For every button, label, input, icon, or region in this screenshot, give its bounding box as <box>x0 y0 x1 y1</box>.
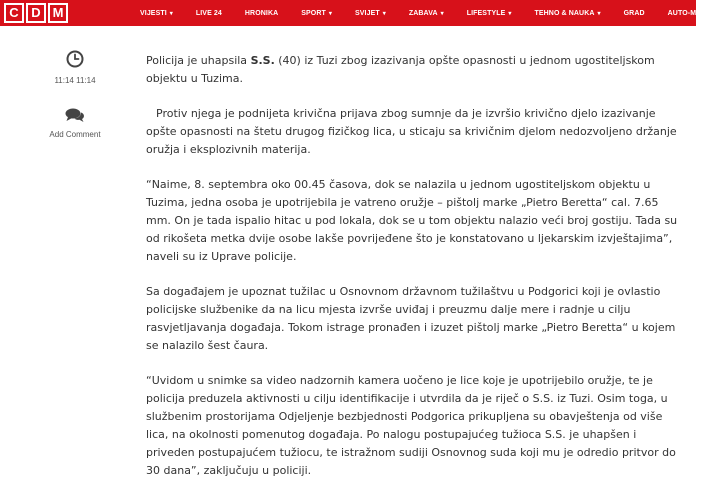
logo-letter-d: D <box>26 3 46 23</box>
publish-time: 11:14 11:14 <box>54 76 96 85</box>
nav-item-label: TEHNO & NAUKA <box>534 9 595 17</box>
article-paragraph-2: Protiv njega je podnijeta krivična prijava zbog sumnje da je izvršio krivično djelo izazivanje opšte opasnosti na štetu drugog fizičkog lica, u sticaju sa krivičnim djelom nedozvoljeno držanje oružja i eksplozivnih materija. <box>146 107 677 156</box>
logo-letter-c: C <box>4 3 24 23</box>
nav-item-auto-moto[interactable] <box>668 10 718 17</box>
site-logo[interactable] <box>4 2 70 24</box>
logo-letter-m: M <box>48 3 68 23</box>
nav-item-label: SPORT <box>301 9 326 17</box>
nav-item-label: GRAD <box>623 9 645 17</box>
chevron-down-icon: ▾ <box>440 10 444 17</box>
nav-item-hronika[interactable] <box>245 10 278 17</box>
nav-item-label: AUTO-MOTO <box>667 9 712 17</box>
chevron-down-icon: ▾ <box>169 10 173 17</box>
nav-item-grad[interactable] <box>624 10 645 17</box>
article-body <box>146 52 686 497</box>
article-paragraph-4: Sa događajem je upoznat tužilac u Osnovnom državnom tužilaštvu u Podgorici koji je ovlastio policijske službenike da na licu mjesta izvrše uviđaj i preuzmu dalje mere i radnje u cilju rasvjetljavanja događaja. Tokom istrage pronađen i izuzet pištolj marke „Pietro Beretta“ u kojem se nalazilo šest čaura. <box>146 285 676 352</box>
nav-item-lifestyle[interactable] <box>467 10 512 17</box>
comment-icon[interactable] <box>64 107 86 123</box>
paragraph-text: (40) iz Tuzi zbog izazivanja opšte opasnosti u jednom ugostiteljskom objektu u Tuzima. <box>146 54 655 85</box>
chevron-down-icon: ▾ <box>382 10 386 17</box>
chevron-down-icon: ▾ <box>328 10 333 17</box>
article-paragraph-5: “Uvidom u snimke sa video nadzornih kamera uočeno je lice koje je upotrijebilo oružje, te je policija preduzela aktivnosti u cilju identifikacije i utvrdila da je riječ o S.S. iz Tuzi. Osim toga, u službenim prostorijama Odjeljenje bezbjednosti Podgorica prikupljena su obavještenja od više lica, na okolnosti pomenutog događaja. Po nalogu postupajućeg tužioca S.S. je uhapšen i priveden postupajućem tužiocu, te istražnom sudiji Osnovnog suda koji mu je odredio pritvor do 30 dana”, zaključuju u policiji. <box>146 374 676 477</box>
main-menu <box>140 0 718 26</box>
suspect-initials: S.S. <box>250 54 275 67</box>
nav-item-label: LIFESTYLE <box>466 9 506 17</box>
paragraph-text: Policija je uhapsila <box>146 54 251 67</box>
article-meta-sidebar <box>40 50 110 139</box>
chevron-down-icon: ▾ <box>597 10 601 17</box>
nav-item-vijesti[interactable] <box>140 10 173 17</box>
nav-item-zabava[interactable] <box>409 10 444 17</box>
nav-item-sport[interactable] <box>301 10 332 17</box>
add-comment-link[interactable]: Add Comment <box>49 130 101 139</box>
top-navigation-bar <box>0 0 718 26</box>
nav-item-label: SVIJET <box>355 9 380 17</box>
nav-item-tehno-nauka[interactable] <box>534 10 600 17</box>
nav-item-svijet[interactable] <box>355 10 386 17</box>
chevron-down-icon: ▾ <box>714 10 718 17</box>
nav-item-label: VIJESTI <box>140 9 167 17</box>
nav-item-label: HRONIKA <box>244 9 279 17</box>
nav-item-label: LIVE 24 <box>195 9 222 17</box>
article-paragraph-1 <box>146 52 686 88</box>
article-paragraph-3: “Naime, 8. septembra oko 00.45 časova, dok se nalazila u jednom ugostiteljskom objektu u Tuzima, jedna osoba je upotrijebila je vatreno oružje – pištolj marke „Pietro Beretta“ cal. 7.65 mm. On je tada ispalio hitac u pod lokala, dok se u tom objektu nalazio veći broj gostiju. Tada su od rikošeta metka dvije osobe lakše povrijeđene što je konstatovano u ljekarskim izvještajima”, naveli su iz Uprave policije. <box>146 178 678 263</box>
clock-icon <box>66 50 84 68</box>
chevron-down-icon: ▾ <box>508 10 512 17</box>
nav-item-live24[interactable] <box>196 10 222 17</box>
nav-item-label: ZABAVA <box>408 9 438 17</box>
